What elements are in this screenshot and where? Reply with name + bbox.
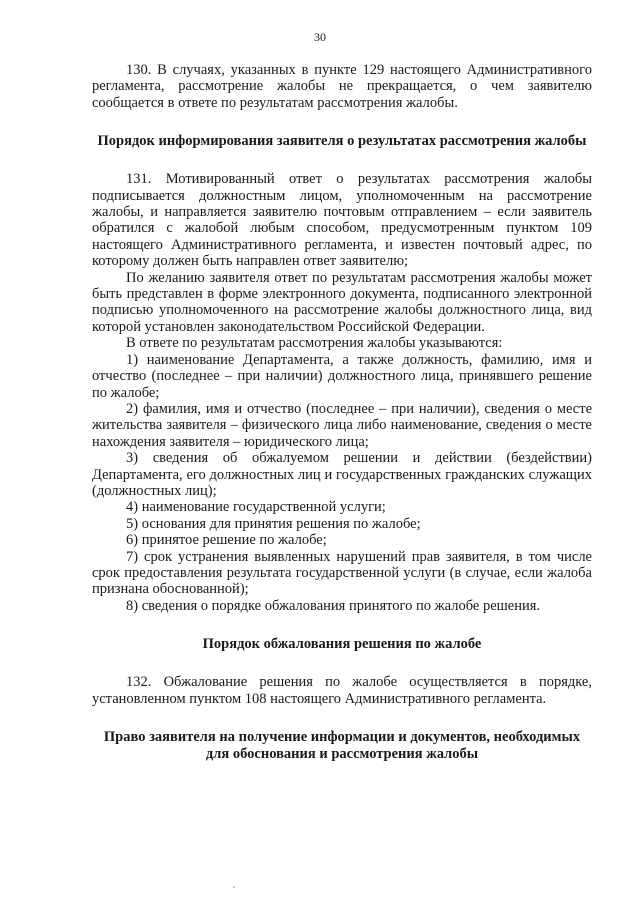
heading-right-to-information: Право заявителя на получение информации и документов, необходимых для обоснования и рассмотрения жалобы bbox=[103, 729, 581, 762]
list-item: 4) наименование государственной услуги; bbox=[126, 499, 386, 516]
heading-informing-result: Порядок информирования заявителя о результатах рассмотрения жалобы bbox=[97, 133, 587, 150]
paragraph-132: 132. Обжалование решения по жалобе осуществляется в порядке, установленном пунктом 108 настоящего Административного регламента. bbox=[92, 674, 592, 707]
scan-speck bbox=[233, 886, 235, 888]
list-item: 6) принятое решение по жалобе; bbox=[126, 532, 327, 549]
list-intro: В ответе по результатам рассмотрения жалобы указываются: bbox=[126, 335, 503, 352]
list-item: 8) сведения о порядке обжалования принятого по жалобе решения. bbox=[126, 597, 541, 614]
heading-appeal-decision: Порядок обжалования решения по жалобе bbox=[202, 636, 482, 653]
list-item: 1) наименование Департамента, а также должность, фамилию, имя и отчество (последнее – при наличии) должностного лица, принявшего решение по жалобе; bbox=[92, 351, 592, 401]
paragraph-131: 131. Мотивированный ответ о результатах рассмотрения жалобы подписывается должностным лицом, уполномоченным на рассмотрение жалобы, и направляется заявителю почтовым отправлением – если заявитель обратился с жалобой любым способом, предусмотренным пунктом 109 настоящего Административного регламента, и известен почтовый адрес, по которому должен быть направлен ответ заявителю; bbox=[92, 171, 592, 270]
list-item: 5) основания для принятия решения по жалобе; bbox=[126, 515, 421, 532]
page-number: 30 bbox=[314, 30, 326, 44]
paragraph-130: 130. В случаях, указанных в пункте 129 настоящего Административного регламента, рассмотрение жалобы не прекращается, о чем заявителю сообщается в ответе по результатам рассмотрения жалобы. bbox=[92, 62, 592, 111]
paragraph-131-electronic: По желанию заявителя ответ по результатам рассмотрения жалобы может быть представлен в форме электронного документа, подписанного электронной подписью уполномоченного на рассмотрение жалобы должностного лица, вид которой установлен законодательством Российской Федерации. bbox=[92, 269, 592, 335]
document-body bbox=[92, 62, 592, 763]
list-item: 7) срок устранения выявленных нарушений прав заявителя, в том числе срок предоставления результата государственной услуги (в случае, если жалоба признана обоснованной); bbox=[92, 548, 592, 598]
list-item: 3) сведения об обжалуемом решении и действии (бездействии) Департамента, его должностных лиц и государственных гражданских служащих (должностных лиц); bbox=[92, 450, 592, 499]
list-item: 2) фамилия, имя и отчество (последнее – при наличии), сведения о месте жительства заявителя – физического лица либо наименование, сведения о месте нахождения заявителя – юридического лица; bbox=[92, 400, 592, 450]
